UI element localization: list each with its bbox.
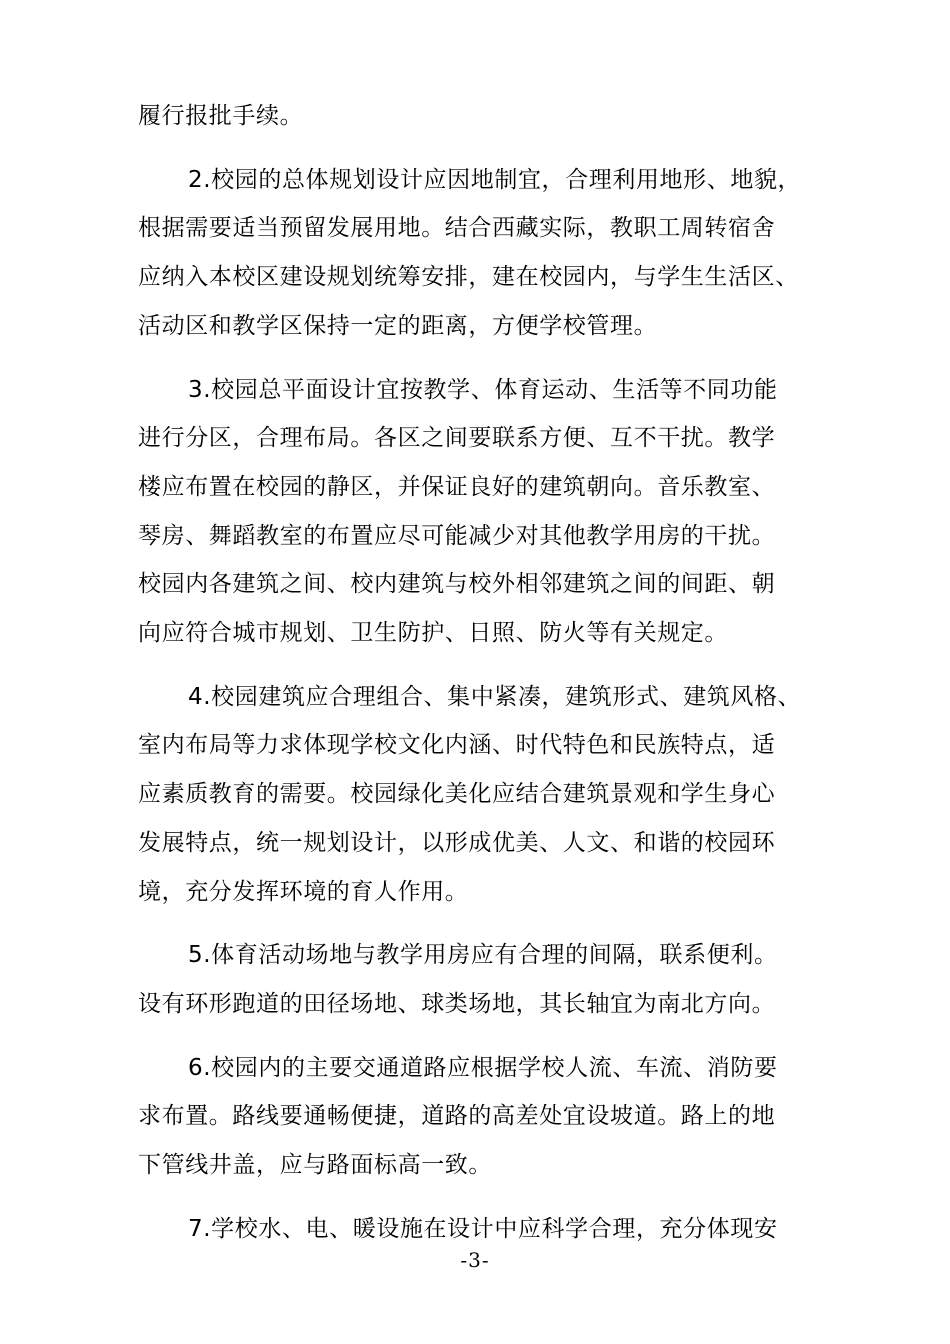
paragraph-line: 校园内各建筑之间、校内建筑与校外相邻建筑之间的间距、朝 <box>138 571 776 598</box>
paragraph-1 <box>138 92 818 141</box>
paragraph-line: 应素质教育的需要。校园绿化美化应结合建筑景观和学生身心 <box>138 781 776 808</box>
paragraph-6 <box>138 1044 818 1190</box>
paragraph-2 <box>138 156 818 351</box>
paragraph-line: 根据需要适当预留发展用地。结合西藏实际，教职工周转宿舍 <box>138 215 776 242</box>
paragraph-line: 楼应布置在校园的静区，并保证良好的建筑朝向。音乐教室、 <box>138 473 776 500</box>
paragraph-line: 琴房、舞蹈教室的布置应尽可能减少对其他教学用房的干扰。 <box>138 522 776 549</box>
paragraph-line: 校园内的主要交通道路应根据学校人流、车流、消防要 <box>211 1054 778 1081</box>
paragraph-line: 应纳入本校区建设规划统筹安排，建在校园内，与学生生活区、 <box>138 264 799 291</box>
paragraph-line: 学校水、电、暖设施在设计中应科学合理，充分体现安 <box>211 1215 778 1242</box>
paragraph-number: 4. <box>188 683 212 710</box>
paragraph-number: 3. <box>188 376 212 403</box>
paragraph-line: 境，充分发挥环境的育人作用。 <box>138 878 469 905</box>
document-body <box>138 92 818 1268</box>
paragraph-line: 进行分区，合理布局。各区之间要联系方便、互不干扰。教学 <box>138 425 776 452</box>
paragraph-number: 7. <box>188 1215 212 1242</box>
paragraph-3 <box>138 366 818 658</box>
paragraph-line: 履行报批手续。 <box>138 103 304 129</box>
paragraph-line: 校园总平面设计宜按教学、体育运动、生活等不同功能 <box>211 376 778 403</box>
paragraph-number: 2. <box>188 166 212 193</box>
paragraph-7 <box>138 1205 818 1254</box>
paragraph-line: 活动区和教学区保持一定的距离，方便学校管理。 <box>138 312 658 339</box>
paragraph-line: 校园的总体规划设计应因地制宜，合理利用地形、地貌， <box>211 166 802 193</box>
paragraph-line: 室内布局等力求体现学校文化内涵、时代特色和民族特点，适 <box>138 732 776 759</box>
paragraph-line: 下管线井盖，应与路面标高一致。 <box>138 1152 492 1179</box>
paragraph-5 <box>138 931 818 1028</box>
paragraph-line: 向应符合城市规划、卫生防护、日照、防火等有关规定。 <box>138 620 728 647</box>
page-number: -3- <box>460 1248 490 1272</box>
paragraph-line: 体育活动场地与教学用房应有合理的间隔，联系便利。 <box>211 942 778 969</box>
paragraph-line: 发展特点，统一规划设计，以形成优美、人文、和谐的校园环 <box>138 829 776 856</box>
paragraph-4 <box>138 673 818 917</box>
paragraph-line: 设有环形跑道的田径场地、球类场地，其长轴宜为南北方向。 <box>138 990 776 1017</box>
paragraph-number: 5. <box>188 942 212 969</box>
paragraph-line: 校园建筑应合理组合、集中紧凑，建筑形式、建筑风格、 <box>211 683 802 710</box>
paragraph-number: 6. <box>188 1054 212 1081</box>
paragraph-line: 求布置。路线要通畅便捷，道路的高差处宜设坡道。路上的地 <box>138 1103 776 1130</box>
